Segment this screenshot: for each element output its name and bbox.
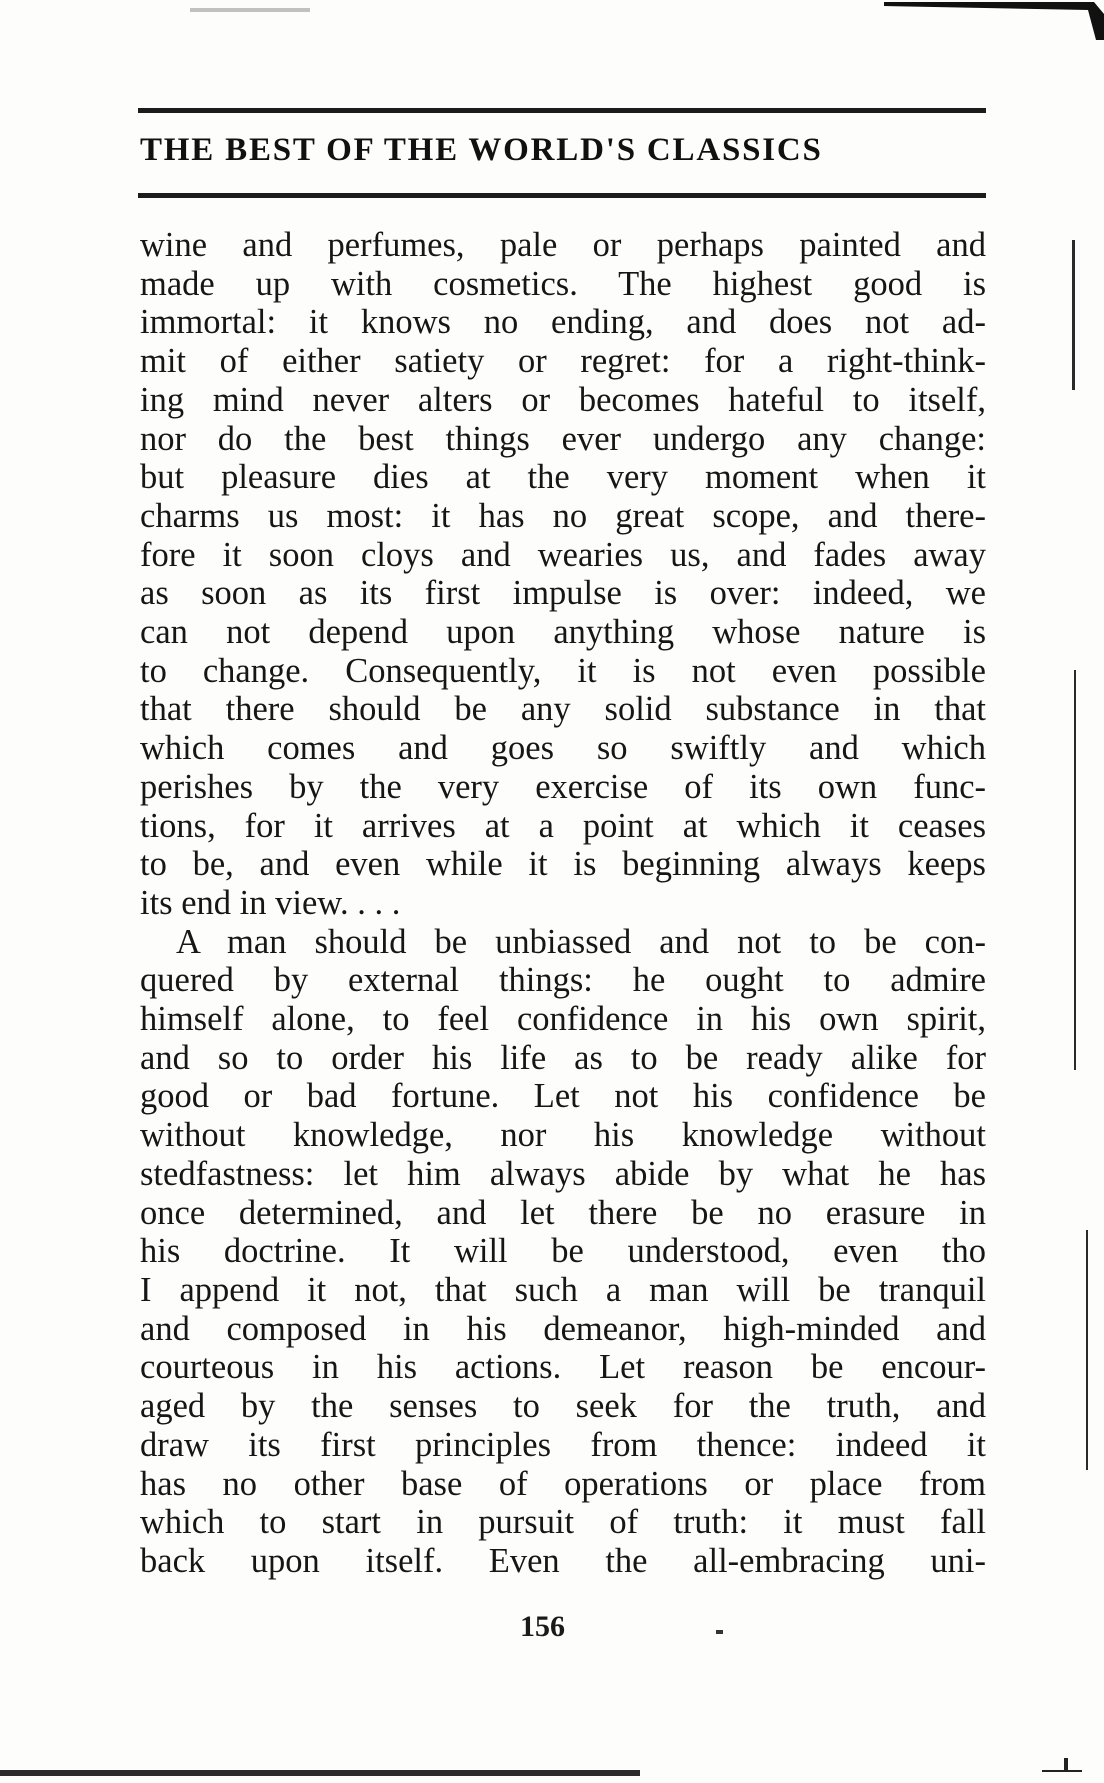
text-line: but pleasure dies at the very moment when it [140,458,986,497]
header-top-rule [138,108,986,113]
text-line: ing mind never alters or becomes hateful to itself, [140,380,986,419]
text-line: which to start in pursuit of truth: it must fall [140,1503,986,1542]
scan-bottom-edge [0,1770,640,1776]
text-line: its end in view. . . . [140,883,401,922]
text-line: and composed in his demeanor, high-minded and [140,1309,986,1348]
text-line: nor do the best things ever undergo any change: [140,419,986,458]
header-bottom-rule [138,193,986,198]
text-line: courteous in his actions. Let reason be encour- [140,1348,986,1387]
scan-margin-line [1072,240,1075,390]
text-line: stedfastness: let him always abide by what he has [140,1154,986,1193]
scan-bottom-mark [1042,1756,1082,1772]
text-line: which comes and goes so swiftly and which [140,729,986,768]
text-line: once determined, and let there be no erasure in [140,1193,986,1232]
text-line: can not depend upon anything whose nature is [140,613,986,652]
text-line: fore it soon cloys and wearies us, and fades away [140,535,986,574]
text-line: without knowledge, nor his knowledge without [140,1116,986,1155]
text-line: A man should be unbiassed and not to be con- [176,922,986,961]
text-line: as soon as its first impulse is over: indeed, we [140,574,986,613]
scan-smudge [190,8,310,12]
body-text [140,226,986,1581]
text-line: and so to order his life as to be ready alike for [140,1038,986,1077]
text-line: perishes by the very exercise of its own func- [140,767,986,806]
text-line: wine and perfumes, pale or perhaps painted and [140,226,986,264]
scan-margin-line [1074,670,1076,1070]
text-line: I append it not, that such a man will be tranquil [140,1270,986,1309]
text-line: to be, and even while it is beginning always keeps [140,845,986,884]
page-number: 156 [520,1610,565,1643]
text-line: quered by external things: he ought to admire [140,961,986,1000]
text-line: aged by the senses to seek for the truth, and [140,1387,986,1426]
text-line: himself alone, to feel confidence in his own spirit, [140,1000,986,1039]
text-line: mit of either satiety or regret: for a right-think- [140,342,986,381]
scan-speck [716,1630,723,1634]
text-line: his doctrine. It will be understood, even tho [140,1232,986,1271]
text-line: good or bad fortune. Let not his confidence be [140,1077,986,1116]
running-head: THE BEST OF THE WORLD'S CLASSICS [140,132,823,168]
text-line: tions, for it arrives at a point at which it ceases [140,806,986,845]
text-line: back upon itself. Even the all-embracing uni- [140,1541,986,1580]
text-line: immortal: it knows no ending, and does not ad- [140,303,986,342]
paragraph-2 [140,923,986,1581]
text-line: made up with cosmetics. The highest good is [140,264,986,303]
text-line: charms us most: it has no great scope, and there- [140,496,986,535]
text-line: has no other base of operations or place from [140,1464,986,1503]
scan-corner-mark [884,0,1104,40]
paragraph-1 [140,226,986,923]
scan-margin-line [1086,1230,1088,1470]
text-line: to change. Consequently, it is not even possible [140,651,986,690]
text-line: draw its first principles from thence: indeed it [140,1425,986,1464]
text-line: that there should be any solid substance in that [140,690,986,729]
